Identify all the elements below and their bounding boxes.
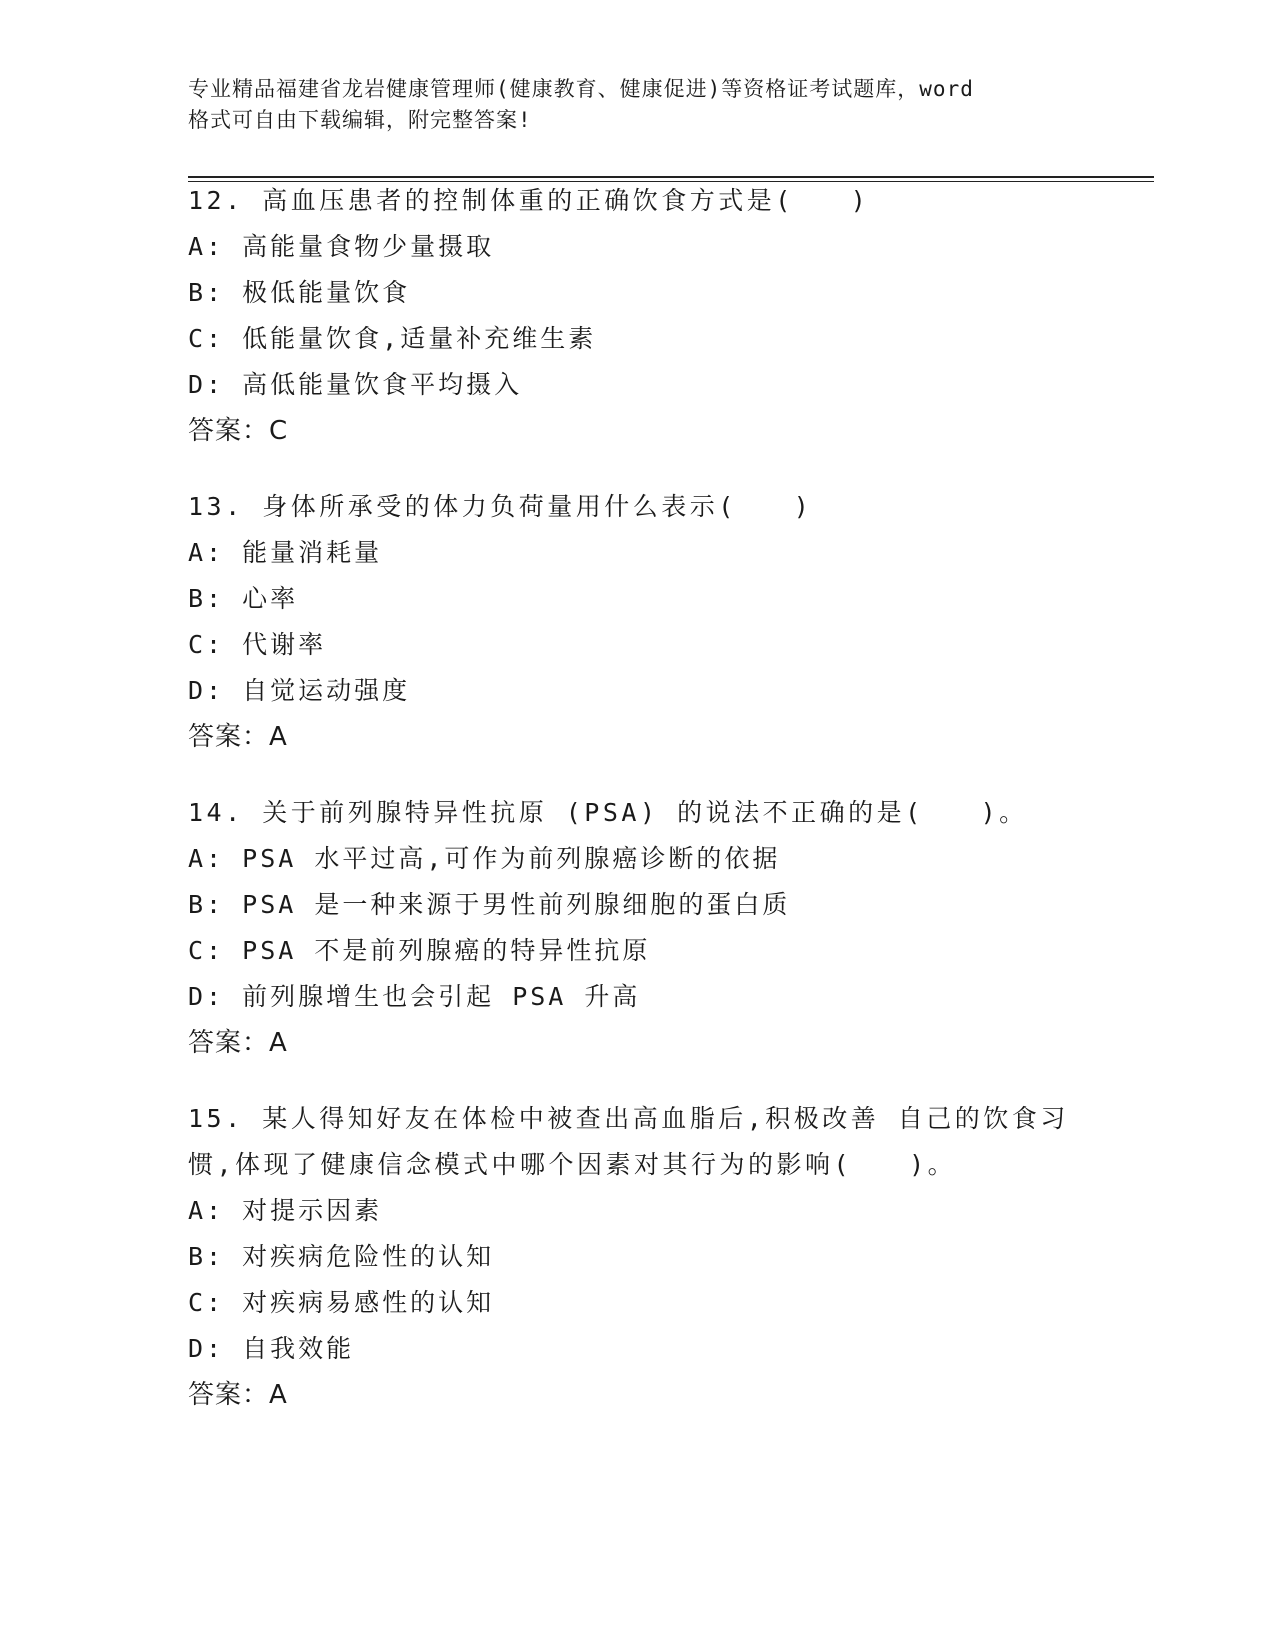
question-15 [188,1096,1088,1418]
option-a: A: PSA 水平过高,可作为前列腺癌诊断的依据 [188,844,781,873]
answer: 答案：A [188,1380,288,1410]
header-line-1: 专业精品福建省龙岩健康管理师(健康教育、健康促进)等资格证考试题库，word [188,77,974,101]
option-b: B: 极低能量饮食 [188,278,411,307]
option-b: B: 对疾病危险性的认知 [188,1242,495,1271]
question-stem-line: 13. 身体所承受的体力负荷量用什么表示( ) [188,492,813,521]
document-header [188,74,1088,136]
option-d: D: 自我效能 [188,1334,355,1363]
option-c: C: 低能量饮食,适量补充维生素 [188,324,597,353]
option-c: C: 对疾病易感性的认知 [188,1288,495,1317]
question-12 [188,178,1088,454]
option-b: B: PSA 是一种来源于男性前列腺细胞的蛋白质 [188,890,791,919]
question-stem-line: 惯,体现了健康信念模式中哪个因素对其行为的影响( )。 [188,1150,957,1179]
question-13 [188,484,1088,760]
question-stem [188,790,1088,836]
question-14 [188,790,1088,1066]
question-stem [188,1096,1088,1188]
option-a: A: 高能量食物少量摄取 [188,232,495,261]
question-stem [188,484,1088,530]
header-line-2: 格式可自由下载编辑，附完整答案! [188,108,532,132]
answer: 答案：A [188,722,288,752]
question-stem-line: 15. 某人得知好友在体检中被查出高血脂后,积极改善 自己的饮食习 [188,1104,1069,1133]
question-stem-line: 12. 高血压患者的控制体重的正确饮食方式是( ) [188,186,870,215]
option-c: C: 代谢率 [188,630,327,659]
option-d: D: 高低能量饮食平均摄入 [188,370,523,399]
answer: 答案：A [188,1028,288,1058]
option-a: A: 对提示因素 [188,1196,383,1225]
option-d: D: 自觉运动强度 [188,676,411,705]
question-stem-line: 14. 关于前列腺特异性抗原 (PSA) 的说法不正确的是( )。 [188,798,1028,827]
answer: 答案：C [188,416,289,446]
option-c: C: PSA 不是前列腺癌的特异性抗原 [188,936,651,965]
option-d: D: 前列腺增生也会引起 PSA 升高 [188,982,641,1011]
question-stem [188,178,1088,224]
option-b: B: 心率 [188,584,299,613]
option-a: A: 能量消耗量 [188,538,383,567]
